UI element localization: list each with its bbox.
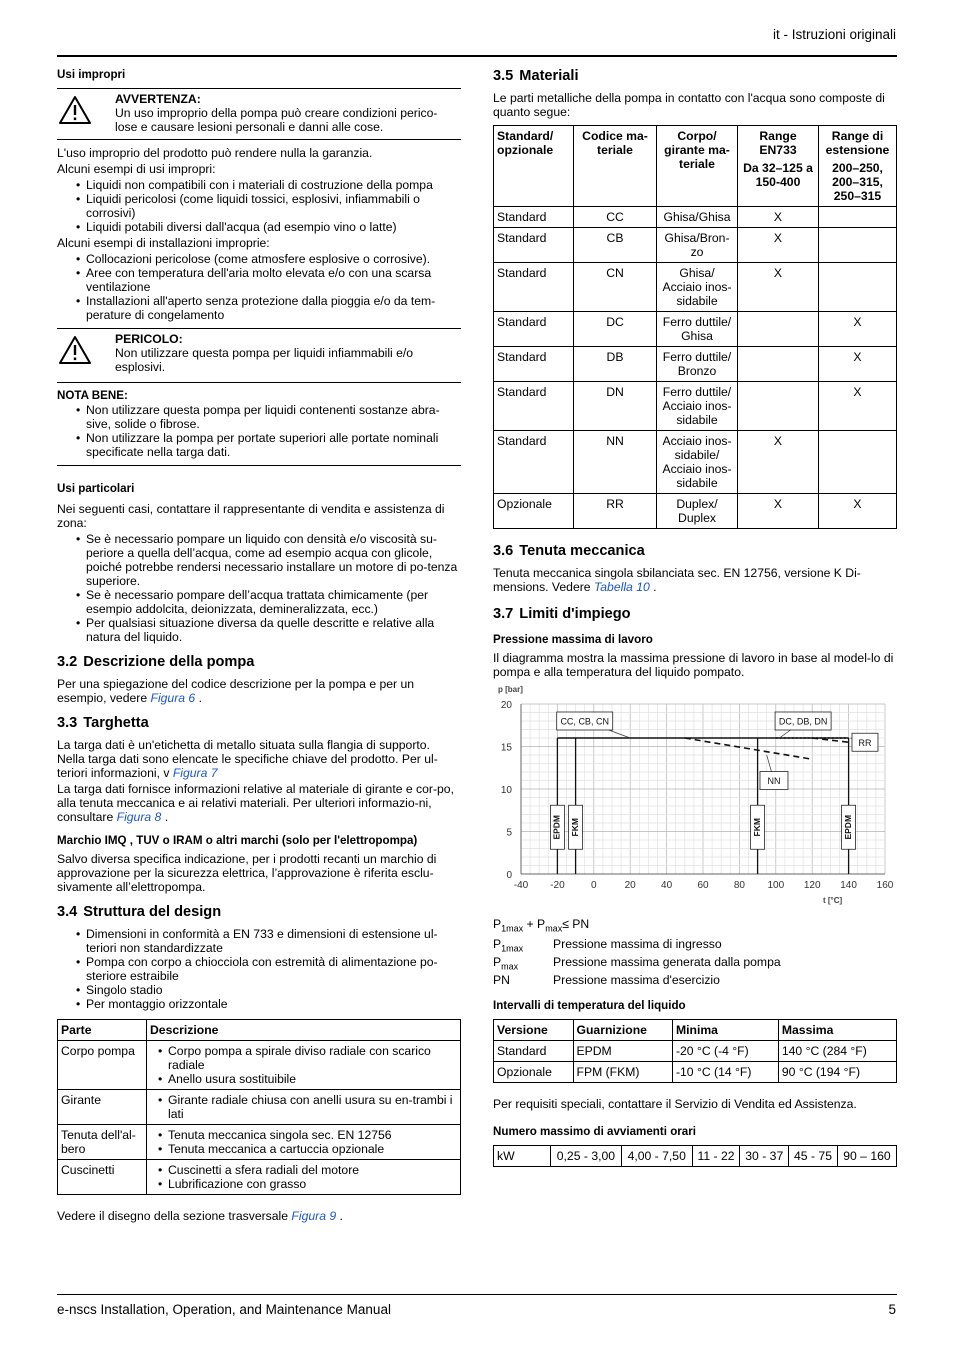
list-item: • Liquidi pericolosi (come liquidi tossici, esplosivi, infiammabili o corrosivi): [86, 192, 461, 220]
left-column: [57, 68, 461, 1225]
table-header: Descrizione: [147, 1020, 461, 1041]
list-item: • Se è necessario pompare un liquido con densità e/o viscosità su-periore a quella dell’acqua, come ad esempio acqua con glicole, poiché potrebbe rendersi necessario installare un motore di po-tenza superiore.: [86, 532, 461, 588]
usi-particolari-title: Usi particolari: [57, 482, 135, 495]
warning-title: AVVERTENZA:: [115, 92, 201, 106]
table-row: Girante • Girante radiale chiusa con anelli usura su en-trambi i lati: [58, 1090, 461, 1125]
table-row: Standard DB Ferro duttile/ Bronzo X: [494, 347, 897, 382]
warning-box: [57, 88, 461, 140]
section-heading: 3.2 Descrizione della pompa: [57, 654, 255, 670]
table-row: Standard CN Ghisa/ Acciaio inos-sidabile X: [494, 263, 897, 312]
series-label: RR: [858, 737, 872, 748]
list-item: • Pompa con corpo a chiocciola con estremità di alimentazione po-steriore estraibile: [86, 955, 461, 983]
table-row: Cuscinetti • Cuscinetti a sfera radiali del motore • Lubrificazione con grasso: [58, 1160, 461, 1195]
series-label: DC, DB, DN: [778, 716, 828, 727]
bullet-list: [57, 403, 461, 459]
x-tick-label: -40: [513, 880, 529, 891]
table-header: Range EN733 Da 32–125 a 150-400: [738, 126, 819, 207]
y-tick-label: 15: [500, 742, 512, 754]
header-language: it - Istruzioni originali: [772, 27, 896, 42]
bullet-list: [57, 252, 461, 322]
warning-triangle-icon: [58, 95, 92, 125]
def-symbol: $P_{1max}$: [493, 937, 524, 954]
paragraph: La targa dati fornisce informazioni relative al materiale di girante e cor-po, alla tenuta meccanica e ai relativi materiali. Per ulteriori informazio-ni, consultare Figura 8 .: [57, 782, 454, 824]
chart-svg: [493, 683, 897, 911]
def-text: Pressione massima di ingresso: [553, 937, 722, 951]
x-tick-label: 60: [697, 880, 709, 891]
x-tick-label: 40: [661, 880, 673, 891]
warning-triangle-icon: [58, 335, 92, 365]
subsection-title: Intervalli di temperatura del liquido: [493, 999, 686, 1012]
paragraph: Nei seguenti casi, contattare il rappresentante di vendita e assistenza di zona:: [57, 502, 445, 530]
section-heading: 3.6 Tenuta meccanica: [493, 543, 645, 559]
series-label: CC, CB, CN: [560, 716, 609, 727]
symbol-definitions: [493, 937, 897, 987]
list-item: • Dimensioni in conformità a EN 733 e dimensioni di estensione ul-teriori non standardizzate: [86, 927, 461, 955]
table-header: Guarnizione: [573, 1020, 672, 1041]
figure-link[interactable]: Figura 9: [291, 1209, 337, 1223]
nota-bene-box: [57, 389, 461, 466]
y-axis-label: p [bar]: [498, 685, 523, 694]
danger-text: Non utilizzare questa pompa per liquidi infiammabili e/o esplosivi.: [115, 346, 414, 374]
list-item: • Per qualsiasi situazione diversa da quelle descritte e relative alla natura del liquido.: [86, 616, 461, 644]
starts-table: [493, 1145, 897, 1167]
list-item: • Non utilizzare la pompa per portate superiori alle portate nominali specificate nella targa dati.: [86, 431, 461, 459]
paragraph: Le parti metalliche della pompa in contatto con l'acqua sono composte di quanto segue:: [493, 91, 885, 119]
figure-link[interactable]: Figura 8: [116, 810, 162, 824]
def-symbol: $P_{max}$: [493, 955, 519, 972]
paragraph: Per una spiegazione del codice descrizione per la pompa e per un esempio, vedere Figura 6 .: [57, 677, 415, 705]
paragraph: Vedere il disegno della sezione trasversale Figura 9 .: [57, 1209, 343, 1223]
section-heading: 3.5 Materiali: [493, 68, 579, 84]
x-tick-label: 20: [624, 880, 636, 891]
table-header: Parte: [58, 1020, 147, 1041]
table-row: Standard NN Acciaio inos-sidabile/ Acciaio inos-sidabile X: [494, 431, 897, 494]
table-row: Standard CC Ghisa/Ghisa X: [494, 207, 897, 228]
table-row: Standard CB Ghisa/Bron-zo X: [494, 228, 897, 263]
list-item: • Se è necessario pompare dell’acqua trattata chimicamente (per esempio addolcita, deionizzata, demineralizzata, ecc.): [86, 588, 461, 616]
x-tick-label: 140: [840, 880, 857, 891]
table-row: Opzionale FPM (FKM) -10 °C (14 °F) 90 °C (194 °F): [494, 1062, 897, 1083]
table-row: Opzionale RR Duplex/ Duplex X X: [494, 494, 897, 529]
def-text: Pressione massima d'esercizio: [553, 973, 720, 987]
section-heading: 3.4 Struttura del design: [57, 904, 222, 920]
bullet-list: [57, 927, 461, 1011]
list-item: • Per montaggio orizzontale: [86, 997, 461, 1011]
bullet-list: [57, 532, 461, 644]
bullet-list: [57, 178, 461, 234]
design-table: [57, 1019, 461, 1195]
danger-title: PERICOLO:: [115, 332, 183, 346]
table-header: Standard/ opzionale: [494, 126, 574, 207]
table-header: Corpo/ girante ma-teriale: [657, 126, 738, 207]
limit-label: FKM: [751, 818, 762, 837]
table-row: Standard DC Ferro duttile/ Ghisa X: [494, 312, 897, 347]
list-item: • Aree con temperatura dell'aria molto elevata e/o con una scarsa ventilazione: [86, 266, 461, 294]
subsection-title: Numero massimo di avviamenti orari: [493, 1125, 696, 1138]
usi-impropri-title: Usi impropri: [57, 68, 126, 81]
danger-box: [57, 328, 461, 383]
y-tick-label: 5: [506, 827, 512, 839]
page-number: 5: [888, 1302, 896, 1317]
pressure-temperature-chart: [493, 683, 897, 911]
table-link[interactable]: Tabella 10: [593, 580, 650, 594]
formula: $P_{1max} + P_{max}\le$ PN: [493, 917, 590, 934]
list-item: • Collocazioni pericolose (come atmosfere esplosive o corrosive).: [86, 252, 461, 266]
table-row: Standard DN Ferro duttile/ Acciaio inos-sidabile X: [494, 382, 897, 431]
table-row: kW 0,25 - 3,00 4,00 - 7,50 11 - 22 30 - 37 45 - 75 90 – 160: [494, 1146, 897, 1167]
limit-label: FKM: [569, 818, 580, 837]
materials-table: [493, 125, 897, 529]
y-tick-label: 20: [500, 700, 512, 711]
def-text: Pressione massima generata dalla pompa: [553, 955, 781, 969]
paragraph: Per requisiti speciali, contattare il Servizio di Vendita ed Assistenza.: [493, 1097, 857, 1111]
def-symbol: PN: [493, 973, 510, 987]
paragraph: L'uso improprio del prodotto può rendere nulla la garanzia.: [57, 146, 373, 160]
limit-label: EPDM: [842, 814, 853, 840]
paragraph: Salvo diversa specifica indicazione, per i prodotti recanti un marchio di approvazione per la sicurezza elettrica, l’approvazione è riferita esclu-sivamente all’elettropompa.: [57, 852, 437, 894]
x-tick-label: 100: [767, 880, 785, 891]
x-tick-label: 0: [591, 880, 597, 891]
temperature-table: [493, 1019, 897, 1083]
footer-manual-title: e-nscs Installation, Operation, and Maintenance Manual: [57, 1302, 391, 1317]
paragraph: La targa dati è un'etichetta di metallo situata sulla flangia di supporto. Nella targa dati sono elencate le specifiche chiave del prodotto. Per ul-teriori informazioni, v Figura 7: [57, 738, 438, 780]
limit-label: EPDM: [551, 814, 562, 840]
footer-rule: [57, 1294, 897, 1295]
x-tick-label: 120: [803, 880, 821, 891]
paragraph: Alcuni esempi di usi impropri:: [57, 162, 216, 176]
table-header: Range di estensione 200–250, 200–315, 250–315: [819, 126, 897, 207]
subsection-title: Pressione massima di lavoro: [493, 633, 653, 646]
table-row: Corpo pompa • Corpo pompa a spirale diviso radiale con scarico radiale • Anello usura sostituibile: [58, 1041, 461, 1090]
header-rule: [57, 55, 897, 57]
x-axis-label: t [°C]: [823, 896, 843, 905]
section-heading: 3.7 Limiti d'impiego: [493, 606, 631, 622]
figure-link[interactable]: Figura 6: [150, 691, 196, 705]
warning-text: Un uso improprio della pompa può creare condizioni perico-lose e causare lesioni personali e danni alle cose.: [115, 106, 438, 134]
paragraph: Tenuta meccanica singola sbilanciata sec. EN 12756, versione K Di-mensions. Vedere Tabella 10 .: [493, 566, 861, 594]
list-item: • Liquidi potabili diversi dall'acqua (ad esempio vino o latte): [86, 220, 461, 234]
table-header: Codice ma-teriale: [574, 126, 657, 207]
table-row: Standard EPDM -20 °C (-4 °F) 140 °C (284 °F): [494, 1041, 897, 1062]
series-label: NN: [767, 776, 781, 786]
list-item: • Liquidi non compatibili con i materiali di costruzione della pompa: [86, 178, 461, 192]
list-item: • Non utilizzare questa pompa per liquidi contenenti sostanze abra-sive, solide o fibrose.: [86, 403, 461, 431]
list-item: • Singolo stadio: [86, 983, 461, 997]
y-tick-label: 10: [500, 785, 512, 796]
x-tick-label: 80: [733, 880, 745, 891]
marchio-title: Marchio IMQ , TUV o IRAM o altri marchi (solo per l'elettropompa): [57, 834, 418, 847]
y-tick-label: 0: [506, 870, 512, 881]
nota-bene-title: NOTA BENE:: [57, 389, 128, 402]
paragraph: Alcuni esempi di installazioni improprie:: [57, 236, 270, 250]
figure-link[interactable]: Figura 7: [172, 766, 218, 780]
right-column: [493, 68, 897, 1167]
list-item: • Installazioni all'aperto senza protezione dalla pioggia e/o da tem-perature di congelamento: [86, 294, 461, 322]
table-header: Massima: [778, 1020, 896, 1041]
x-tick-label: 160: [876, 880, 894, 891]
table-row: Tenuta dell'al-bero • Tenuta meccanica singola sec. EN 12756 • Tenuta meccanica a cartuccia opzionale: [58, 1125, 461, 1160]
paragraph: Il diagramma mostra la massima pressione di lavoro in base al model-lo di pompa e alla temperatura del liquido pompato.: [493, 651, 894, 679]
table-header: Minima: [672, 1020, 778, 1041]
section-heading: 3.3 Targhetta: [57, 715, 149, 731]
table-header: Versione: [494, 1020, 574, 1041]
x-tick-label: -20: [550, 880, 565, 891]
